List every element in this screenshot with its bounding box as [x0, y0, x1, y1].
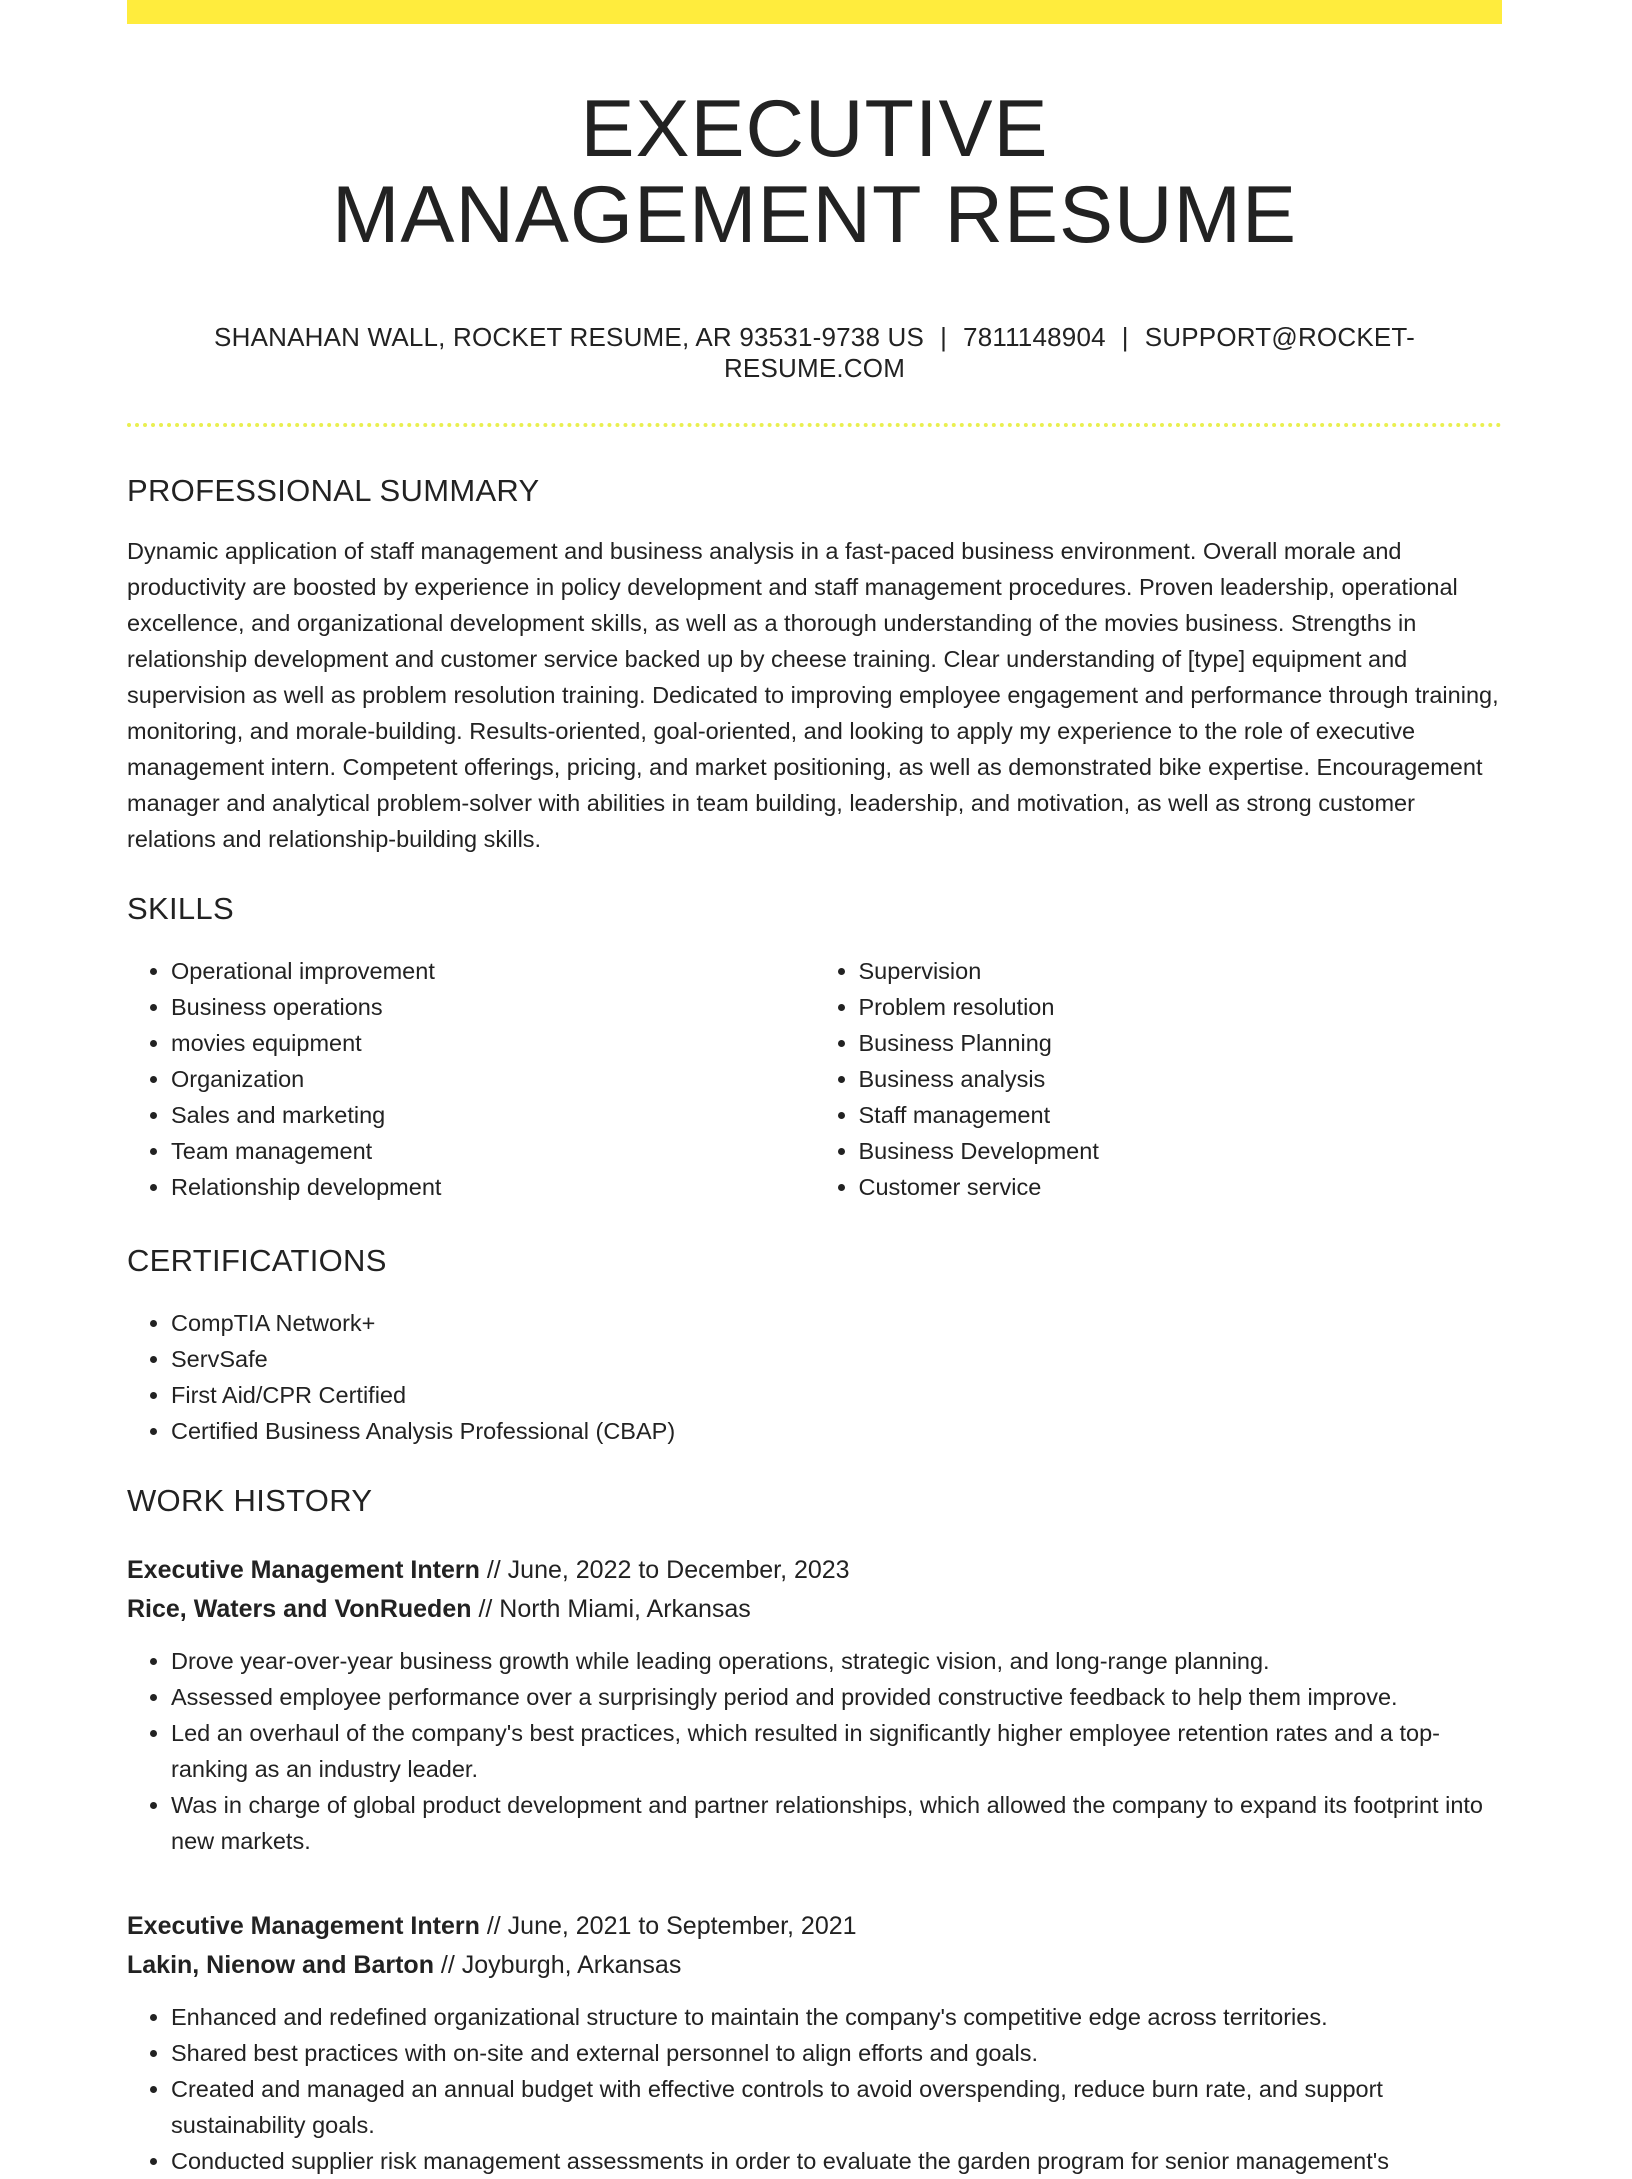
certification-item: • Certified Business Analysis Professional (CBAP) [171, 1413, 1502, 1449]
skill-item: • Supervision [859, 953, 1503, 989]
certification-item: • First Aid/CPR Certified [171, 1377, 1502, 1413]
job-dates: // June, 2021 to September, 2021 [479, 1912, 857, 1940]
job-title: Executive Management Intern [127, 1912, 480, 1940]
skill-item: • Business Development [859, 1133, 1503, 1169]
job-company-line [127, 1946, 1502, 1985]
certifications-list [127, 1305, 1502, 1449]
resume-title [127, 86, 1502, 258]
skills-columns [127, 953, 1502, 1205]
skill-item: • Problem resolution [859, 989, 1503, 1025]
skill-item: • Relationship development [171, 1169, 815, 1205]
skills-list-left [127, 953, 815, 1205]
job-company: Rice, Waters and VonRueden [127, 1595, 472, 1623]
contact-separator: | [940, 322, 948, 352]
title-line-1: EXECUTIVE [580, 84, 1049, 174]
job-company: Lakin, Nienow and Barton [127, 1951, 434, 1979]
skills-list-right [815, 953, 1503, 1205]
job-title: Executive Management Intern [127, 1556, 480, 1584]
job-bullet: • Enhanced and redefined organizational structure to maintain the company's competitive edge across territories. [171, 1999, 1502, 2035]
job-location: // Joyburgh, Arkansas [433, 1951, 682, 1979]
summary-heading: PROFESSIONAL SUMMARY [127, 473, 540, 508]
skill-item: • Sales and marketing [171, 1097, 815, 1133]
work-history-heading: WORK HISTORY [127, 1483, 373, 1518]
job-bullet: • Created and managed an annual budget with effective controls to avoid overspending, reduce burn rate, and support sustainability goals. [171, 2071, 1502, 2143]
job-entry-1 [127, 1551, 1502, 1629]
summary-text: Dynamic application of staff management and business analysis in a fast-paced business environment. Overall morale and productivity are boosted by experience in policy development and staff management procedures. Proven leadership, operational excellence, and organizational development skills, as well as a thorough understanding of the movies business. Strengths in relationship development and customer service backed up by cheese training. Clear understanding of [type] equipment and supervision as well as problem resolution training. Dedicated to improving employee engagement and performance through training, monitoring, and morale-building. Results-oriented, goal-oriented, and looking to apply my experience to the role of executive management intern. Competent offerings, pricing, and market positioning, as well as demonstrated bike expertise. Encouragement manager and analytical problem-solver with abilities in team building, leadership, and motivation, as well as strong customer relations and relationship-building skills. [127, 538, 1499, 852]
job-bullet: • Drove year-over-year business growth while leading operations, strategic vision, and long-range planning. [171, 1643, 1502, 1679]
contact-separator: | [1121, 322, 1129, 352]
skill-item: • Business Planning [859, 1025, 1503, 1061]
accent-bar [127, 0, 1502, 24]
title-line-2: MANAGEMENT RESUME [331, 170, 1298, 260]
job-bullet: • Shared best practices with on-site and external personnel to align efforts and goals. [171, 2035, 1502, 2071]
contact-address: SHANAHAN WALL, ROCKET RESUME, AR 93531-9738 US [214, 322, 925, 352]
contact-email: SUPPORT@ROCKET-RESUME.COM [723, 322, 1415, 383]
skills-heading: SKILLS [127, 891, 234, 926]
job-entry-2 [127, 1907, 1502, 1985]
skill-item: • Team management [171, 1133, 815, 1169]
contact-phone: 7811148904 [963, 322, 1106, 352]
certification-item: • CompTIA Network+ [171, 1305, 1502, 1341]
skill-item: • Staff management [859, 1097, 1503, 1133]
certifications-heading: CERTIFICATIONS [127, 1243, 387, 1278]
skill-item: • Operational improvement [171, 953, 815, 989]
job-1-bullets [127, 1643, 1502, 1859]
certification-item: • ServSafe [171, 1341, 1502, 1377]
job-bullet: • Conducted supplier risk management assessments in order to evaluate the garden program for senior management's [171, 2143, 1502, 2179]
job-title-line [127, 1907, 1502, 1946]
job-bullet: • Assessed employee performance over a surprisingly period and provided constructive feedback to help them improve. [171, 1679, 1502, 1715]
dotted-divider [127, 423, 1502, 427]
job-2-bullets [127, 1999, 1502, 2179]
job-dates: // June, 2022 to December, 2023 [479, 1556, 850, 1584]
job-location: // North Miami, Arkansas [471, 1595, 751, 1623]
job-bullet: • Led an overhaul of the company's best practices, which resulted in significantly higher employee retention rates and a top-ranking as an industry leader. [171, 1715, 1502, 1787]
skill-item: • Customer service [859, 1169, 1503, 1205]
job-title-line [127, 1551, 1502, 1590]
contact-line [127, 322, 1502, 384]
skill-item: • Business analysis [859, 1061, 1503, 1097]
job-company-line [127, 1590, 1502, 1629]
job-bullet: • Was in charge of global product development and partner relationships, which allowed the company to expand its footprint into new markets. [171, 1787, 1502, 1859]
skill-item: • Business operations [171, 989, 815, 1025]
skill-item: • Organization [171, 1061, 815, 1097]
resume-page [127, 0, 1502, 2179]
skill-item: • movies equipment [171, 1025, 815, 1061]
